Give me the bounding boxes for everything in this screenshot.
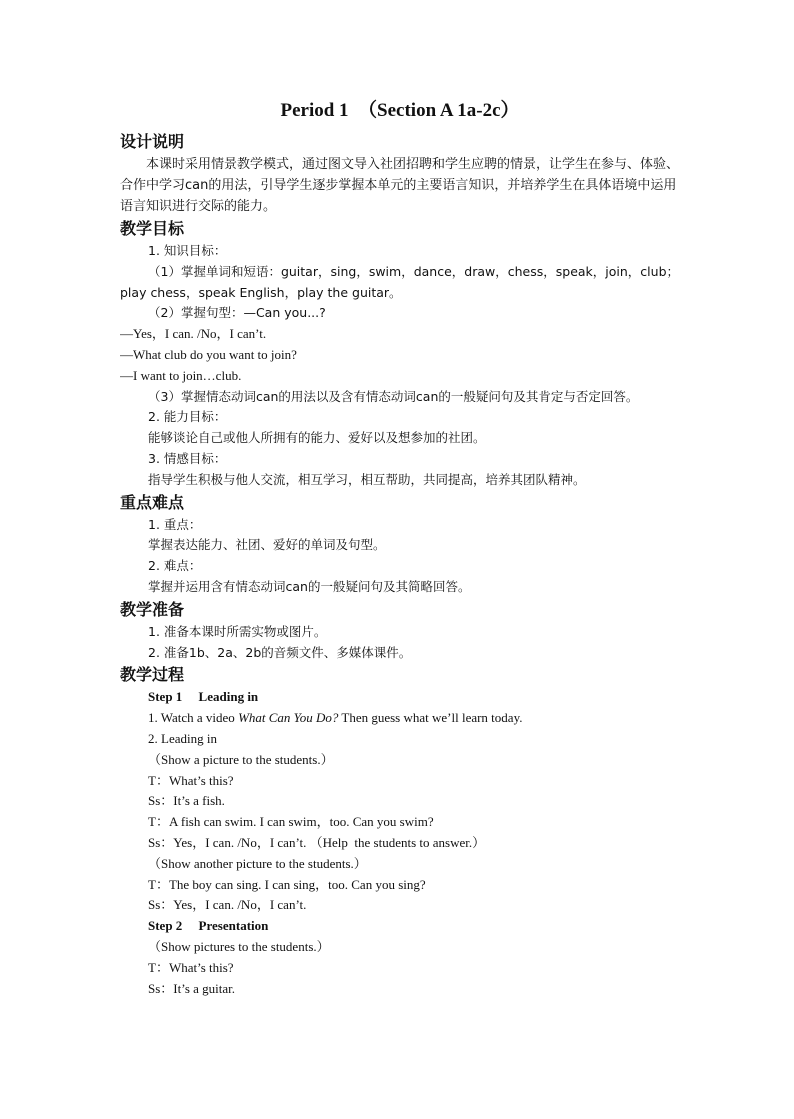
dialogue-line: —I want to join…club.	[120, 367, 242, 383]
prep-item: 2. 准备1b、2a、2b的音频文件、多媒体课件。	[148, 644, 412, 660]
emotion-text: 指导学生积极与他人交流，相互学习，相互帮助，共同提高，培养其团队精神。	[148, 471, 586, 487]
dialogue-line: T：What’s this?	[148, 959, 234, 975]
keypoints-heading: 重点难点	[120, 492, 185, 512]
prep-item: 1. 准备本课时所需实物或图片。	[148, 623, 327, 639]
ability-label: 2. 能力目标：	[148, 409, 227, 425]
stage-direction: （Show a picture to the students.）	[148, 751, 334, 767]
dialogue-line: T：What’s this?	[148, 772, 234, 788]
stage-direction: （Show another picture to the students.）	[148, 855, 367, 871]
step-1-item-1-text: 1. Watch a video	[148, 710, 239, 726]
dialogue-line: Ss：Yes，I can. /No，I can’t.	[148, 897, 307, 913]
dialogue-line: T：A fish can swim. I can swim，too. Can you swim?	[148, 814, 434, 830]
process-heading: 教学过程	[120, 665, 185, 685]
page-title: Period 1 （Section A 1a-2c）	[280, 100, 520, 121]
design-heading: 设计说明	[120, 132, 185, 151]
dialogue-line: T：The boy can sing. I can sing，too. Can you sing?	[148, 876, 426, 892]
dialogue-line: Ss：It’s a fish.	[148, 793, 225, 809]
objectives-heading: 教学目标	[120, 219, 185, 238]
step-1-item-1	[120, 708, 680, 729]
difficulty-text: 掌握并运用含有情态动词can的一般疑问句及其简略回答。	[148, 578, 471, 594]
stage-direction: （Show pictures to the students.）	[148, 938, 330, 954]
knowledge-item-1: （1）掌握单词和短语：guitar，sing，swim，dance，draw，chess，speak，join，club；play chess，speak English，play the guitar。	[120, 263, 680, 300]
knowledge-item-3: （3）掌握情态动词can的用法以及含有情态动词can的一般疑问句及其肯定与否定回答。	[148, 388, 639, 404]
key-point-text: 掌握表达能力、社团、爱好的单词及句型。	[148, 537, 386, 553]
prep-heading: 教学准备	[120, 599, 185, 619]
dialogue-line: —Yes，I can. /No，I can’t.	[120, 326, 267, 342]
emotion-label: 3. 情感目标：	[148, 450, 227, 466]
dialogue-line: Ss：Yes，I can. /No，I can’t. （Help the students to answer.）	[148, 834, 486, 850]
knowledge-item-2: （2）掌握句型：—Can you...?	[148, 305, 326, 321]
document-body	[120, 98, 680, 999]
step-1-item-1-rest: Then guess what we’ll learn today.	[338, 710, 523, 726]
dialogue-line: —What club do you want to join?	[120, 346, 297, 362]
knowledge-label: 1. 知识目标：	[148, 243, 227, 258]
step-2-title: Step 2 Presentation	[148, 918, 269, 934]
difficulty-label: 2. 难点：	[148, 558, 202, 574]
design-paragraph: 本课时采用情景教学模式，通过图文导入社团招聘和学生应聘的情景，让学生在参与、体验、合作中学习can的用法，引导学生逐步掌握本单元的主要语言知识，并培养学生在具体语境中运用语言知识进行交际的能力。	[120, 157, 680, 214]
step-1-item-2: 2. Leading in	[148, 730, 217, 746]
ability-text: 能够谈论自己或他人所拥有的能力、爱好以及想参加的社团。	[148, 430, 486, 446]
dialogue-line: Ss：It’s a guitar.	[148, 980, 236, 996]
step-1-title: Step 1 Leading in	[148, 689, 259, 705]
key-point-label: 1. 重点：	[148, 516, 202, 532]
video-title: What Can You Do?	[238, 710, 339, 726]
